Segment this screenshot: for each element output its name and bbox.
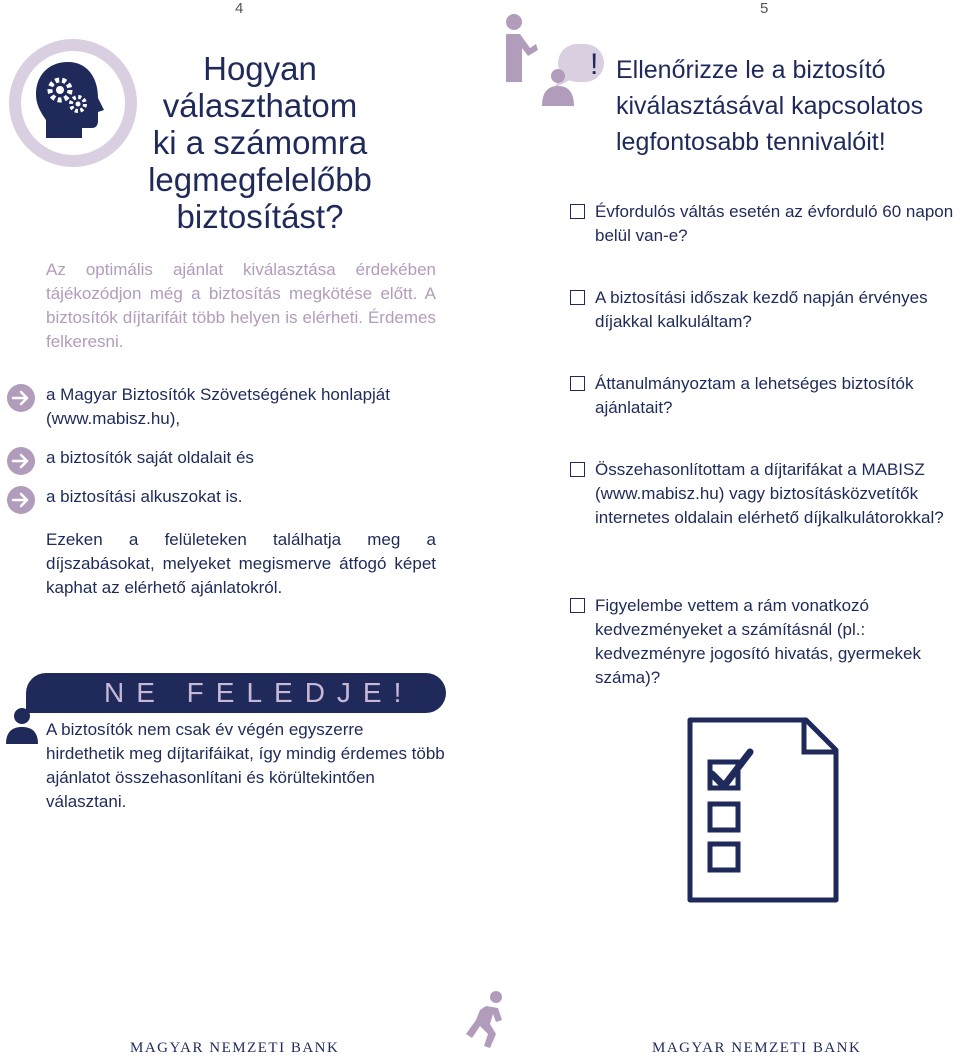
footer-left: MAGYAR NEMZETI BANK — [130, 1040, 340, 1056]
checklist-item-text: Áttanulmányoztam a lehetséges biztosítók ajánlatait? — [595, 374, 914, 417]
person-icon — [2, 706, 42, 746]
checklist-icon — [686, 716, 842, 904]
checkbox[interactable] — [570, 290, 585, 305]
page-title — [110, 50, 410, 235]
checklist-item — [570, 200, 955, 250]
arrow-list-item — [6, 485, 446, 513]
title-line-5: biztosítást? — [176, 198, 344, 235]
arrow-right-circle-icon — [6, 383, 36, 413]
checkbox[interactable] — [570, 204, 585, 219]
footer-right: MAGYAR NEMZETI BANK — [652, 1040, 862, 1056]
body-paragraph: Ezeken a felületeken találhatja meg a díjszabásokat, melyeket megismerve átfogó képet kaphat az elérhető ajánlatokról. — [46, 530, 436, 597]
checklist-item-text: Figyelembe vettem a rám vonatkozó kedvezményeket a számításnál (pl.: kedvezményre jogosító hivatás, gyermekek száma)? — [595, 596, 921, 687]
checkbox[interactable] — [570, 376, 585, 391]
checkbox[interactable] — [570, 598, 585, 613]
checklist-item-text: Összehasonlítottam a díjtarifákat a MABISZ (www.mabisz.hu) vagy biztosításközvetítők internetes oldalain elérhető díjkalkulátorokkal? — [595, 460, 944, 527]
arrow-right-circle-icon — [6, 485, 36, 515]
checklist-item — [570, 458, 955, 558]
intro-paragraph: Az optimális ajánlat kiválasztása érdekében tájékozódjon még a biztosítás megkötése előtt. A biztosítók díjtarifáit több helyen is elérheti. Érdemes felkeresni. — [46, 260, 436, 351]
arrow-item-text: a biztosítók saját oldalait és — [46, 448, 254, 467]
page-number-left: 4 — [235, 0, 244, 17]
reminder-paragraph: A biztosítók nem csak év végén egyszerre hirdethetik meg díjtarifáikat, így mindig érdemes több ajánlatot összehasonlítani és körültekintően választani. — [46, 720, 445, 811]
page-number-right: 5 — [760, 0, 769, 17]
person-alert-icon — [496, 8, 616, 108]
title-line-1: Hogyan — [203, 50, 317, 87]
banner-heading: NE FELEDJE! — [104, 677, 414, 708]
arrow-list-item — [6, 383, 446, 433]
runner-icon — [462, 990, 512, 1050]
arrow-item-text: a biztosítási alkuszokat is. — [46, 487, 243, 506]
checklist-item — [570, 286, 955, 336]
arrow-right-circle-icon — [6, 446, 36, 476]
checklist-item-text: A biztosítási időszak kezdő napján érvényes díjakkal kalkuláltam? — [595, 288, 928, 331]
reminder-banner — [26, 673, 446, 713]
checklist-item — [570, 372, 955, 422]
checkbox[interactable] — [570, 462, 585, 477]
title-line-3: ki a számomra — [152, 124, 368, 161]
title-line-4: legmegfelelőbb — [148, 161, 372, 198]
checklist-item — [570, 594, 955, 694]
checklist-title: Ellenőrizze le a biztosító kiválasztásával kapcsolatos legfontosabb tennivalóit! — [616, 56, 924, 156]
arrow-list-item — [6, 446, 446, 474]
checklist-item-text: Évfordulós váltás esetén az évforduló 60 napon belül van-e? — [595, 202, 954, 245]
arrow-item-text: a Magyar Biztosítók Szövetségének honlapját (www.mabisz.hu), — [46, 385, 390, 428]
title-line-2: választhatom — [162, 87, 358, 124]
svg-text:!: ! — [590, 48, 599, 81]
